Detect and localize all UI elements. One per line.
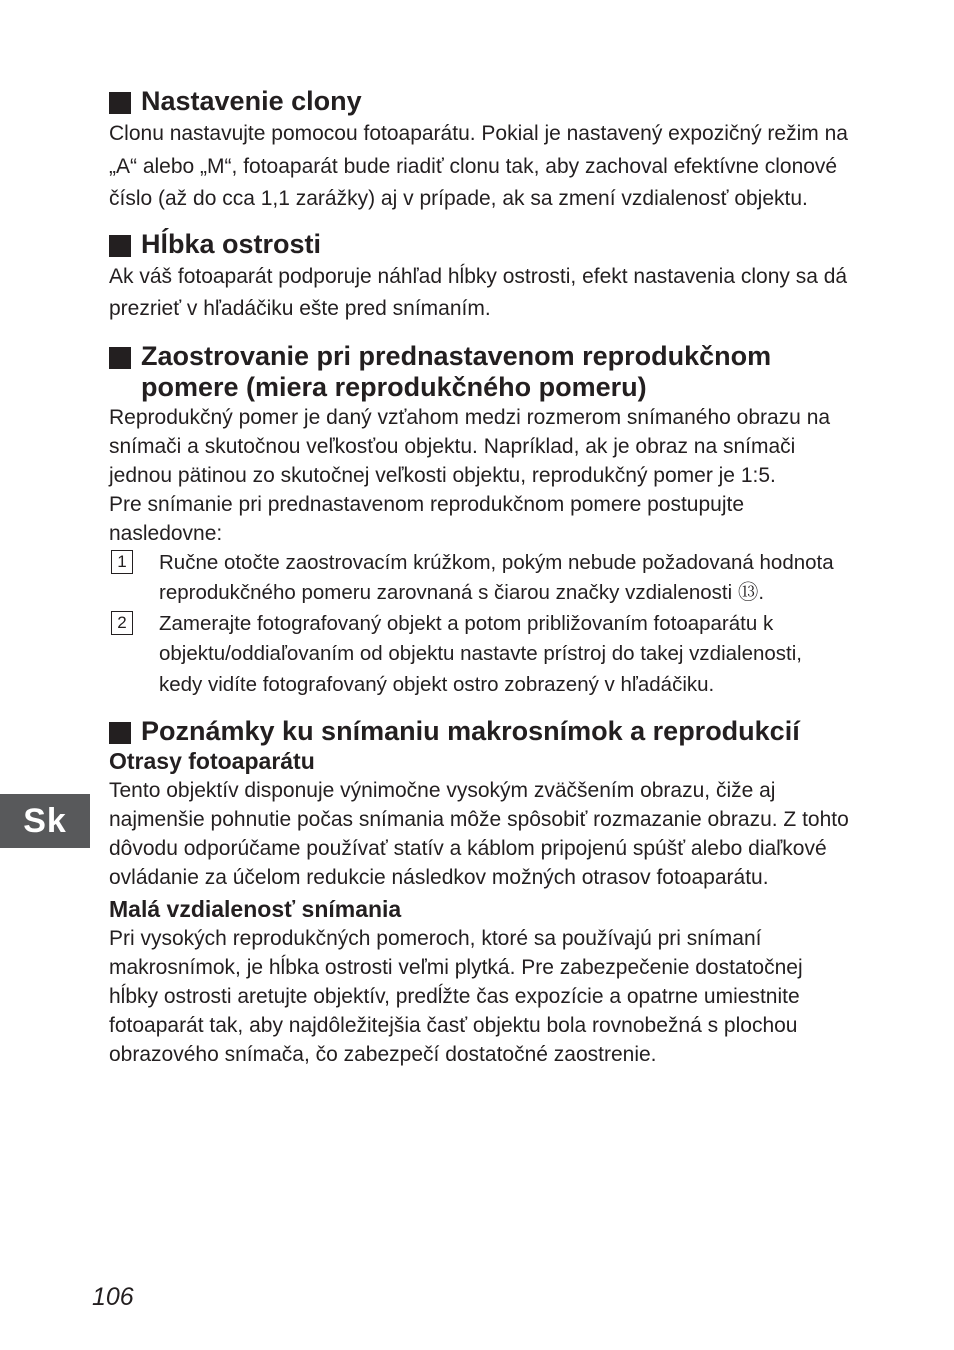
dof-paragraph: Ak váš fotoaparát podporuje náhľad hĺbky ostrosti, efekt nastavenia clony sa dá prezrieť v hľadáčiku ešte pred snímaním. <box>109 264 848 320</box>
subheading-short-distance: Malá vzdialenosť snímania <box>109 896 402 922</box>
heading-aperture-text: Nastavenie clony <box>141 86 362 116</box>
short-distance-paragraph: Pri vysokých reprodukčných pomeroch, ktoré sa používajú pri snímaní makrosnímok, je hĺbka ostrosti veľmi plytká. Pre zabezpečenie dostatočnej hĺbky ostrosti aretujte objektív, predĺžte čas expozície a opatrne umiestnite fotoaparát tak, aby najdôležitejšia časť objektu bola rovnobežná s plochou obrazového snímača, čo zabezpečí dostatočné zaostrenie. <box>109 927 803 1066</box>
step-number-box: 2 <box>111 611 133 635</box>
square-bullet-icon <box>109 235 131 257</box>
heading-dof-text: Hĺbka ostrosti <box>141 228 322 259</box>
square-bullet-icon <box>109 722 131 744</box>
language-tab: Sk <box>0 794 90 848</box>
step-item <box>109 609 849 701</box>
page-number: 106 <box>92 1283 134 1311</box>
page-content <box>109 86 849 1069</box>
subheading-camera-shake: Otrasy fotoaparátu <box>109 748 315 774</box>
square-bullet-icon <box>109 347 131 369</box>
step-text: Ručne otočte zaostrovacím krúžkom, pokým nebude požadovaná hodnota reprodukčného pomeru zarovnaná s čiarou značky vzdialenosti ⑬. <box>159 550 834 604</box>
heading-focusing-line1: Zaostrovanie pri prednastavenom reprodukčnom <box>141 340 772 371</box>
focusing-paragraph-2: Pre snímanie pri prednastavenom reprodukčnom pomere postupujte nasledovne: <box>109 492 745 545</box>
heading-depth-of-field <box>109 229 849 260</box>
heading-notes-text: Poznámky ku snímaniu makrosnímok a reprodukcií <box>141 716 800 746</box>
step-number-box: 1 <box>111 550 133 574</box>
heading-preset-focusing <box>109 341 849 403</box>
focusing-paragraph-1: Reprodukčný pomer je daný vzťahom medzi rozmerom snímaného obrazu na snímači a skutočnou veľkosťou objektu. Napríklad, ak je obraz na snímači jednou pätinou zo skutočnej veľkosti objektu, reprodukčný pomer je 1:5. <box>109 405 831 487</box>
heading-aperture <box>109 86 849 117</box>
heading-focusing-line2: pomere (miera reprodukčného pomeru) <box>141 371 647 402</box>
step-item <box>109 548 849 609</box>
heading-macro-notes <box>109 716 849 747</box>
aperture-paragraph: Clonu nastavujte pomocou fotoaparátu. Pokial je nastavený expozičný režim na „A“ alebo „M“, fotoaparát bude riadiť clonu tak, aby zachoval efektívne clonové číslo (až do cca 1,1 zarážky) aj v prípade, ak sa zmení vzdialenosť objektu. <box>109 122 848 210</box>
camera-shake-paragraph: Tento objektív disponuje výnimočne vysokým zväčšením obrazu, čiže aj najmenšie pohnutie počas snímania môže spôsobiť rozmazanie obrazu. Z tohto dôvodu odporúčame používať statív a káblom pripojenú spúšť alebo diaľkové ovládanie za účelom redukcie následkov možných otrasov fotoaparátu. <box>109 779 849 889</box>
square-bullet-icon <box>109 92 131 114</box>
step-text: Zamerajte fotografovaný objekt a potom približovaním fotoaparátu k objektu/oddiaľovaním od objektu nastavte prístroj do takej vzdialenosti, kedy vidíte fotografovaný objekt ostro zobrazený v hľadáčiku. <box>159 611 802 696</box>
